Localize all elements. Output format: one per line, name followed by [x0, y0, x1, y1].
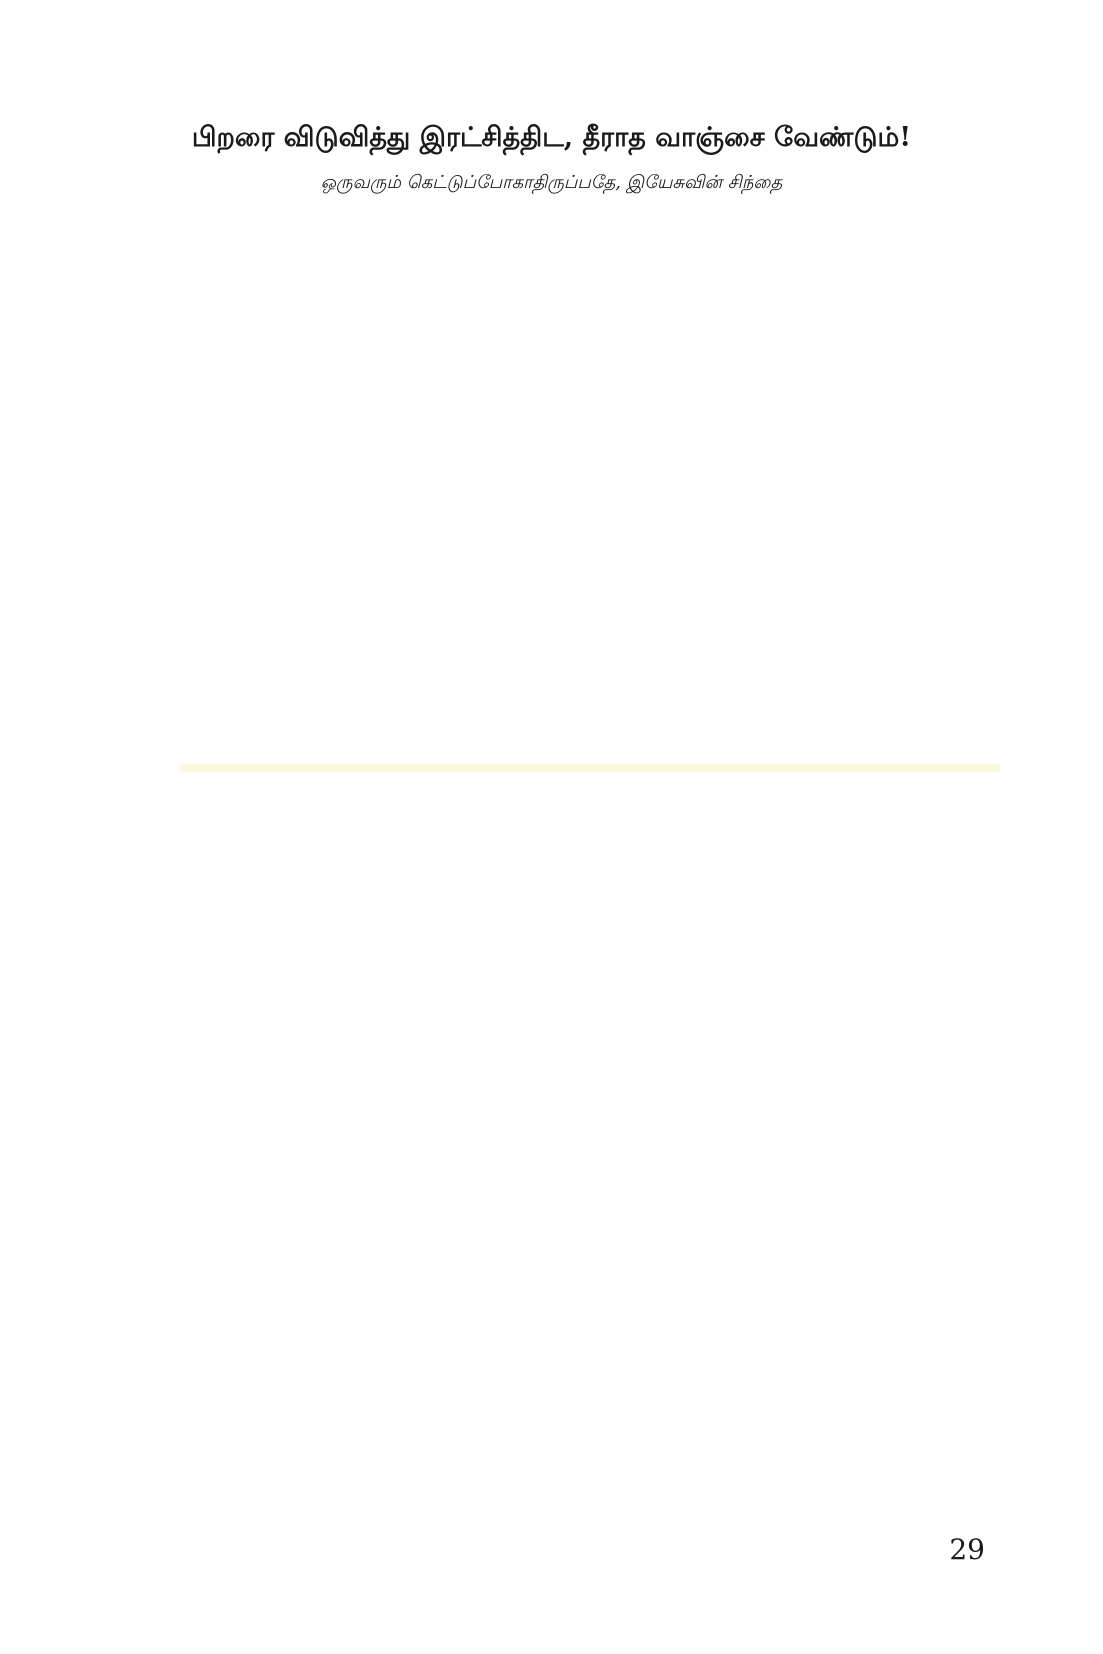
page-subtitle: ஒருவரும் கெட்டுப்போகாதிருப்பதே, இயேசுவின் சிந்தை — [320, 172, 783, 193]
page-number: 29 — [949, 1533, 985, 1566]
pull-quote — [180, 764, 1000, 772]
page-title: பிறரை விடுவித்து இரட்சித்திட, தீராத வாஞ்சை வேண்டும்! — [191, 122, 912, 153]
